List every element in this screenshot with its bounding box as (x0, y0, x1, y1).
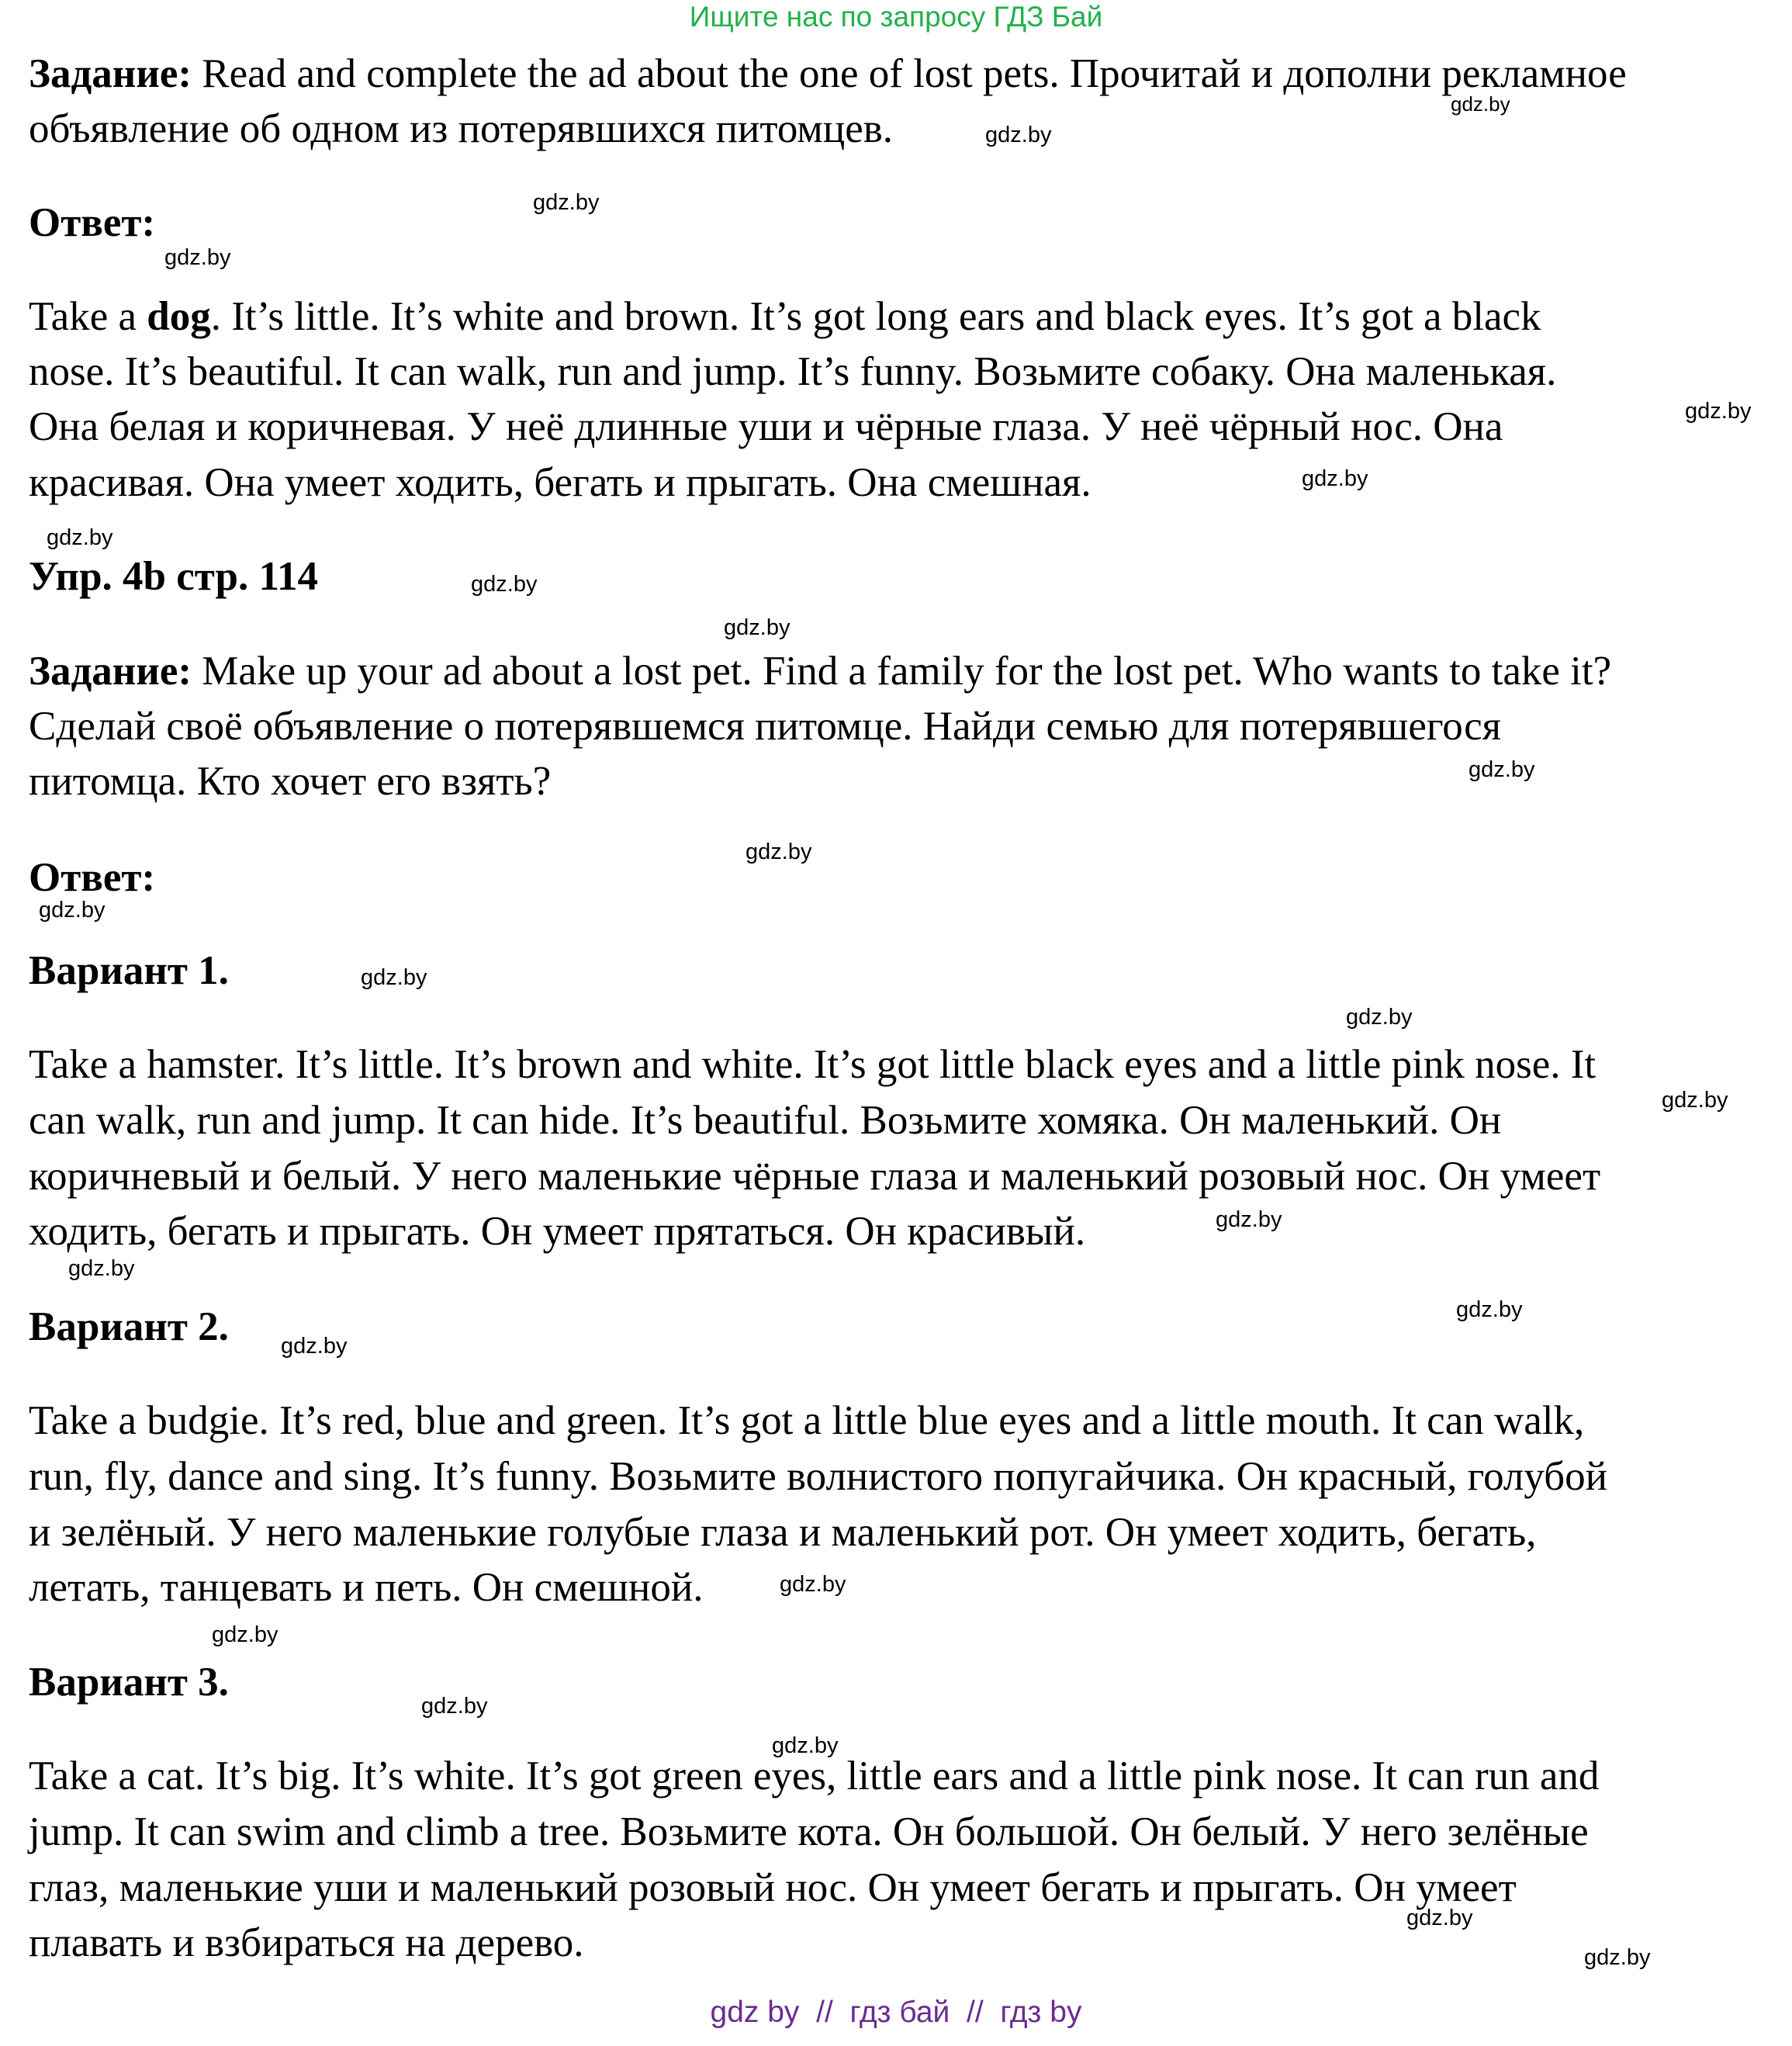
task2-line-1 (29, 644, 1611, 698)
watermark: gdz.by (1456, 1297, 1523, 1322)
task1-label: Задание: (29, 51, 192, 96)
variant-2-line-1: Take a budgie. It’s red, blue and green. It’s got a little blue eyes and a little mouth. It can walk, (29, 1398, 1585, 1443)
answer2-label: Ответ: (29, 855, 156, 900)
variant-2-title: Вариант 2. (29, 1304, 229, 1349)
answer1-text-a: Take a (29, 294, 147, 339)
answer1-pet: dog (147, 294, 211, 339)
watermark: gdz.by (746, 840, 812, 864)
variant-2-line-3: и зелёный. У него маленькие голубые глаза и маленький рот. Он умеет ходить, бегать, (29, 1510, 1537, 1555)
watermark: gdz.by (281, 1334, 348, 1359)
search-banner: Ищите нас по запросу ГДЗ Бай (689, 1, 1103, 33)
variant-2-line-2: run, fly, dance and sing. It’s funny. Возьмите волнистого попугайчика. Он красный, голубой (29, 1454, 1607, 1499)
answer1-text-b: . It’s little. It’s white and brown. It’s got long ears and black eyes. It’s got a black (210, 294, 1541, 339)
watermark: gdz.by (1451, 92, 1510, 116)
watermark: gdz.by (724, 615, 790, 640)
watermark: gdz.by (164, 245, 231, 270)
watermark: gdz.by (421, 1694, 488, 1719)
task1-line-2: объявление об одном из потерявшихся питомцев. (29, 106, 894, 151)
watermark: gdz.by (780, 1572, 846, 1597)
variant-3-line-4: плавать и взбираться на дерево. (29, 1920, 584, 1965)
watermark: gdz.by (1584, 1945, 1651, 1970)
watermark: gdz.by (1662, 1088, 1728, 1113)
variant-3-line-2: jump. It can swim and climb a tree. Возьмите кота. Он большой. Он белый. У него зелёные (29, 1809, 1589, 1854)
watermark: gdz.by (1216, 1207, 1282, 1232)
task2-label: Задание: (29, 649, 192, 694)
task2-line-2: Сделай своё объявление о потерявшемся питомце. Найди семью для потерявшегося (29, 704, 1502, 749)
answer1-line-2: nose. It’s beautiful. It can walk, run and jump. It’s funny. Возьмите собаку. Она маленькая. (29, 349, 1557, 394)
variant-2-line-4: летать, танцевать и петь. Он смешной. (29, 1565, 704, 1610)
watermark: gdz.by (68, 1256, 135, 1281)
answer1-line-1 (29, 289, 1541, 344)
watermark: gdz.by (361, 965, 427, 990)
variant-1-line-4: ходить, бегать и прыгать. Он умеет прятаться. Он красивый. (29, 1209, 1086, 1254)
variant-3-line-1: Take a cat. It’s big. It’s white. It’s got green eyes, little ears and a little pink nose. It can run and (29, 1753, 1600, 1798)
watermark: gdz.by (1469, 757, 1535, 782)
watermark: gdz.by (471, 572, 538, 597)
task2-text-1: Make up your ad about a lost pet. Find a family for the lost pet. Who wants to take it? (192, 649, 1612, 694)
variant-1-line-2: can walk, run and jump. It can hide. It’s beautiful. Возьмите хомяка. Он маленький. Он (29, 1098, 1502, 1143)
task1-text-1: Read and complete the ad about the one of lost pets. Прочитай и дополни рекламное (192, 51, 1627, 96)
task2-line-3: питомца. Кто хочет его взять? (29, 759, 552, 804)
variant-1-line-1: Take a hamster. It’s little. It’s brown and white. It’s got little black eyes and a little pink nose. It (29, 1042, 1597, 1087)
answer1-line-4: красивая. Она умеет ходить, бегать и прыгать. Она смешная. (29, 460, 1091, 505)
watermark: gdz.by (1406, 1906, 1473, 1930)
watermark: gdz.by (1685, 399, 1752, 424)
answer1-line-3: Она белая и коричневая. У неё длинные уши и чёрные глаза. У неё чёрный нос. Она (29, 404, 1503, 449)
variant-1-title: Вариант 1. (29, 948, 229, 993)
answer1-label: Ответ: (29, 200, 156, 245)
watermark: gdz.by (1302, 466, 1368, 491)
variant-1-line-3: коричневый и белый. У него маленькие чёрные глаза и маленький розовый нос. Он умеет (29, 1154, 1601, 1199)
watermark: gdz.by (39, 898, 106, 923)
watermark: gdz.by (1346, 1005, 1413, 1030)
task1-line-1 (29, 47, 1627, 101)
watermark: gdz.by (772, 1733, 839, 1758)
watermark: gdz.by (533, 190, 600, 215)
watermark: gdz.by (212, 1622, 278, 1647)
watermark: gdz.by (985, 123, 1052, 147)
watermark: gdz.by (47, 525, 113, 550)
exercise-title: Упр. 4b стр. 114 (29, 554, 319, 599)
variant-3-title: Вариант 3. (29, 1660, 229, 1705)
variant-3-line-3: глаз, маленькие уши и маленький розовый нос. Он умеет бегать и прыгать. Он умеет (29, 1865, 1517, 1910)
footer-links: gdz by // гдз бай // гдз by (710, 1996, 1082, 2029)
